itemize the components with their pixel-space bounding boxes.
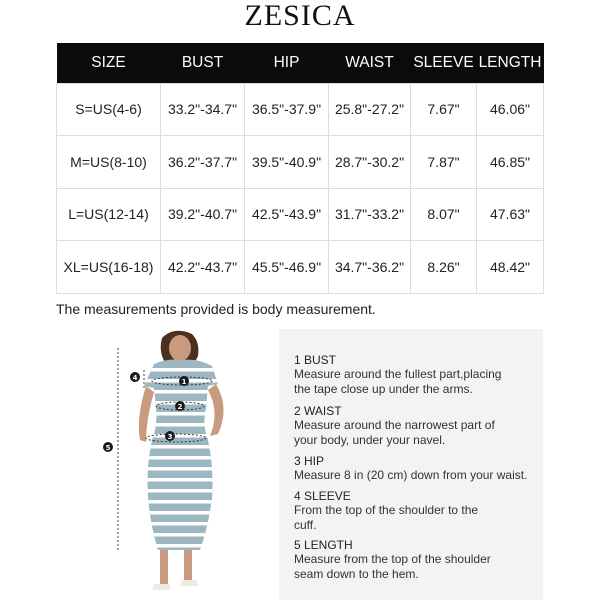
measurement-guide-panel: [279, 329, 543, 600]
guide-line: Measure around the fullest part,placing: [294, 367, 502, 381]
guide-title: 5 LENGTH: [294, 538, 353, 552]
cell-waist: 34.7"-36.2": [329, 241, 411, 294]
cell-bust: 33.2"-34.7": [161, 83, 245, 136]
left-leg: [160, 546, 168, 584]
header-length: LENGTH: [478, 53, 542, 71]
dress-stripe: [136, 489, 226, 493]
dress-stripe: [136, 555, 226, 559]
cell-length: 46.06": [477, 83, 544, 136]
cell-length: 47.63": [477, 188, 544, 241]
guide-line: Measure 8 in (20 cm) down from your waist.: [294, 468, 528, 482]
cell-waist: 28.7"-30.2": [329, 136, 411, 189]
dress-stripe: [136, 533, 226, 537]
cell-size: S=US(4-6): [57, 83, 161, 136]
guide-line: the tape close up under the arms.: [294, 381, 473, 396]
cell-sleeve: 8.07": [411, 188, 477, 241]
table-row: [57, 83, 544, 136]
dress-stripe: [136, 478, 226, 482]
guide-line: Measure from the top of the shoulder: [294, 552, 491, 566]
dress-stripe: [136, 544, 226, 548]
svg-text:3: 3: [167, 433, 173, 441]
header-bust: BUST: [181, 53, 224, 71]
cell-bust: 36.2"-37.7": [161, 136, 245, 189]
guide-line: From the top of the shoulder to the: [294, 503, 479, 517]
cell-hip: 39.5"-40.9": [245, 136, 329, 189]
dress-stripe: [136, 522, 226, 526]
dress-stripe: [136, 511, 226, 515]
table-row: [57, 188, 544, 241]
header-sleeve: SLEEVE: [413, 53, 474, 71]
guide-title: 4 SLEEVE: [294, 489, 351, 503]
svg-text:2: 2: [177, 403, 183, 411]
marker-length: [103, 442, 113, 452]
marker-hip: [165, 431, 175, 441]
marker-sleeve: [130, 372, 140, 382]
cell-sleeve: 7.87": [411, 136, 477, 189]
table-header-row: [57, 43, 544, 83]
cell-sleeve: 7.67": [411, 83, 477, 136]
header-waist: WAIST: [345, 53, 394, 71]
guide-bust: [294, 353, 539, 396]
svg-text:4: 4: [132, 374, 138, 382]
guide-title: 1 BUST: [294, 353, 337, 367]
brand-logo: ZESICA: [244, 0, 356, 32]
table-row: [57, 136, 544, 189]
svg-text:5: 5: [105, 444, 111, 452]
right-leg: [184, 546, 192, 582]
marker-waist: [175, 401, 185, 411]
measurement-note: The measurements provided is body measurement.: [56, 301, 376, 317]
dress-stripe: [136, 456, 226, 460]
cell-size: L=US(12-14): [57, 188, 161, 241]
dress-stripe: [136, 500, 226, 504]
right-shoe: [180, 580, 198, 586]
cell-hip: 45.5"-46.9": [245, 241, 329, 294]
dress-stripe: [136, 467, 226, 471]
cell-sleeve: 8.26": [411, 241, 477, 294]
right-arm: [208, 384, 224, 436]
table-row: [57, 241, 544, 294]
dress-stripe: [136, 368, 226, 372]
size-chart-table: [56, 43, 544, 294]
cell-hip: 36.5"-37.9": [245, 83, 329, 136]
guide-line: seam down to the hem.: [294, 566, 419, 581]
guide-line: your body, under your navel.: [294, 432, 446, 447]
guide-sleeve: [294, 489, 539, 532]
cell-size: XL=US(16-18): [57, 241, 161, 294]
left-arm: [139, 386, 154, 442]
cell-bust: 39.2"-40.7": [161, 188, 245, 241]
cell-bust: 42.2"-43.7": [161, 241, 245, 294]
cell-hip: 42.5"-43.9": [245, 188, 329, 241]
guide-title: 2 WAIST: [294, 404, 342, 418]
dress-stripe: [136, 412, 226, 416]
guide-line: Measure around the narrowest part of: [294, 418, 495, 432]
guide-length: [294, 538, 539, 581]
dress-stripe: [136, 445, 226, 449]
left-shoe: [152, 584, 170, 590]
cell-waist: 31.7"-33.2": [329, 188, 411, 241]
header-size: SIZE: [91, 53, 126, 71]
model-illustration: [96, 328, 266, 600]
cell-length: 48.42": [477, 241, 544, 294]
guide-waist: [294, 404, 539, 447]
model-figure: [96, 328, 266, 600]
guide-title: 3 HIP: [294, 454, 325, 468]
marker-bust: [179, 376, 189, 386]
header-hip: HIP: [273, 53, 300, 71]
svg-text:1: 1: [181, 378, 187, 386]
cell-size: M=US(8-10): [57, 136, 161, 189]
guide-hip: [294, 454, 539, 483]
face-shape: [169, 335, 191, 361]
guide-line: cuff.: [294, 517, 317, 532]
cell-waist: 25.8"-27.2": [329, 83, 411, 136]
cell-length: 46.85": [477, 136, 544, 189]
dress-stripe: [136, 423, 226, 427]
